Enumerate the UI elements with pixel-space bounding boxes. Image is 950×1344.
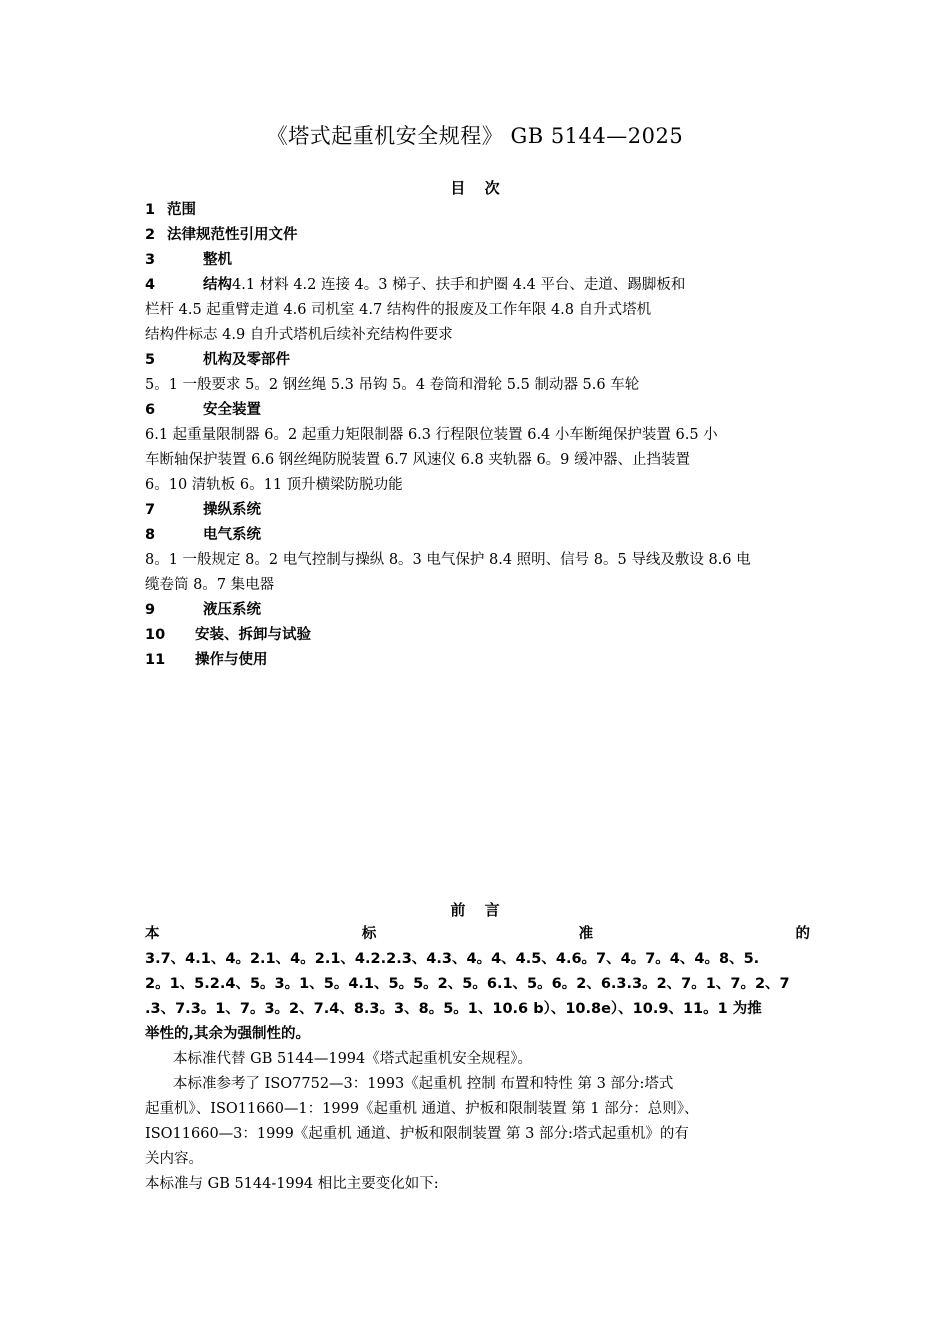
preface-line: 举性的,其余为强制性的。 (145, 1026, 311, 1042)
preface-body (145, 922, 810, 1197)
toc-subitems: 结构件标志 4.9 自升式塔机后续补充结构件要求 (145, 327, 453, 343)
toc-item-label: 安装、拆卸与试验 (195, 627, 311, 643)
toc-item-label: 机构及零部件 (203, 352, 290, 368)
preface-line: .3、7.3。1、7。3。2、7.4、8.3。3、8。5。1、10.6 b）、10.8e）、10.9、11。1 为推 (145, 1001, 762, 1017)
toc-item-10 (145, 623, 810, 648)
toc-subitems: 缆卷筒 8。7 集电器 (145, 577, 275, 593)
toc-item-label: 范围 (167, 202, 196, 218)
preface-paragraph: 本标准与 GB 5144-1994 相比主要变化如下: (145, 1176, 439, 1192)
toc-item-number: 6 (145, 402, 156, 418)
toc-subitems: 6。10 清轨板 6。11 顶升横梁防脱功能 (145, 477, 403, 493)
toc-item-7 (145, 498, 810, 523)
toc-item-1 (145, 198, 810, 223)
preface-paragraph: 本标准参考了 ISO7752—3：1993《起重机 控制 布置和特性 第 3 部分:塔式 (173, 1076, 674, 1092)
toc-item-2 (145, 223, 810, 248)
preface-word: 准 (578, 926, 594, 942)
preface-word: 标 (361, 926, 377, 942)
preface-justified-line (145, 922, 810, 947)
preface-line: 起重机》、ISO11660—1：1999《起重机 通道、护板和限制装置 第 1 部分：总则》、 (145, 1101, 699, 1117)
document-title: 《塔式起重机安全规程》 GB 5144—2025 (266, 124, 684, 148)
preface-word: 的 (795, 926, 810, 942)
toc-subitems: 4.1 材料 4.2 连接 4。3 梯子、扶手和护圈 4.4 平台、走道、踢脚板和 (232, 277, 686, 293)
toc-subitems: 5。1 一般要求 5。2 钢丝绳 5.3 吊钩 5。4 卷筒和滑轮 5.5 制动器 5.6 车轮 (145, 377, 640, 393)
toc-item-number: 11 (145, 652, 166, 668)
toc-subitems: 6.1 起重量限制器 6。2 起重力矩限制器 6.3 行程限位装置 6.4 小车断绳保护装置 6.5 小 (145, 427, 718, 443)
toc-item-label: 操纵系统 (203, 502, 261, 518)
toc-item-5 (145, 348, 810, 373)
toc-item-8 (145, 523, 810, 548)
toc-item-number: 4 (145, 277, 156, 293)
toc-item-label: 液压系统 (203, 602, 261, 618)
toc-item-number: 1 (145, 202, 156, 218)
preface-line: ISO11660—3：1999《起重机 通道、护板和限制装置 第 3 部分:塔式起重机》的有 (145, 1126, 689, 1142)
preface-line: 3.7、4.1、4。2.1、4。2.1、4.2.2.3、4.3、4。4、4.5、4.6。7、4。7。4、4。8、5. (145, 951, 760, 967)
toc-subitems: 栏杆 4.5 起重臂走道 4.6 司机室 4.7 结构件的报废及工作年限 4.8 自升式塔机 (145, 302, 652, 318)
toc-subitems: 8。1 一般规定 8。2 电气控制与操纵 8。3 电气保护 8.4 照明、信号 8。5 导线及敷设 8.6 电 (145, 552, 751, 568)
toc-item-label: 结构 (203, 277, 232, 293)
toc-subitems: 车断轴保护装置 6.6 钢丝绳防脱装置 6.7 风速仪 6.8 夹轨器 6。9 缓冲器、止挡装置 (145, 452, 691, 468)
toc-item-3 (145, 248, 810, 273)
toc-item-label: 安全装置 (203, 402, 261, 418)
toc-item-label: 法律规范性引用文件 (167, 227, 298, 243)
toc-item-number: 3 (145, 252, 156, 268)
toc-item-label: 电气系统 (203, 527, 261, 543)
toc-item-11 (145, 648, 810, 673)
toc-item-number: 5 (145, 352, 156, 368)
preface-line: 2。1、5.2.4、5。3。1、5。4.1、5。5。2、5。6.1、5。6。2、6.3.3。2、7。1、7。2、7 (145, 976, 790, 992)
toc-item-number: 10 (145, 627, 166, 643)
toc-item-label: 整机 (203, 252, 232, 268)
toc-item-9 (145, 598, 810, 623)
preface-heading: 前 言 (450, 901, 500, 919)
toc-item-6 (145, 398, 810, 423)
toc-item-number: 9 (145, 602, 156, 618)
toc-heading: 目 次 (450, 179, 500, 197)
toc-item-label: 操作与使用 (195, 652, 268, 668)
toc-item-4 (145, 273, 810, 298)
preface-word: 本 (145, 926, 160, 942)
preface-paragraph: 本标准代替 GB 5144—1994《塔式起重机安全规程》。 (173, 1051, 533, 1067)
preface-line: 关内容。 (145, 1151, 203, 1167)
table-of-contents (145, 198, 810, 673)
toc-item-number: 2 (145, 227, 156, 243)
toc-item-number: 7 (145, 502, 156, 518)
toc-item-number: 8 (145, 527, 156, 543)
